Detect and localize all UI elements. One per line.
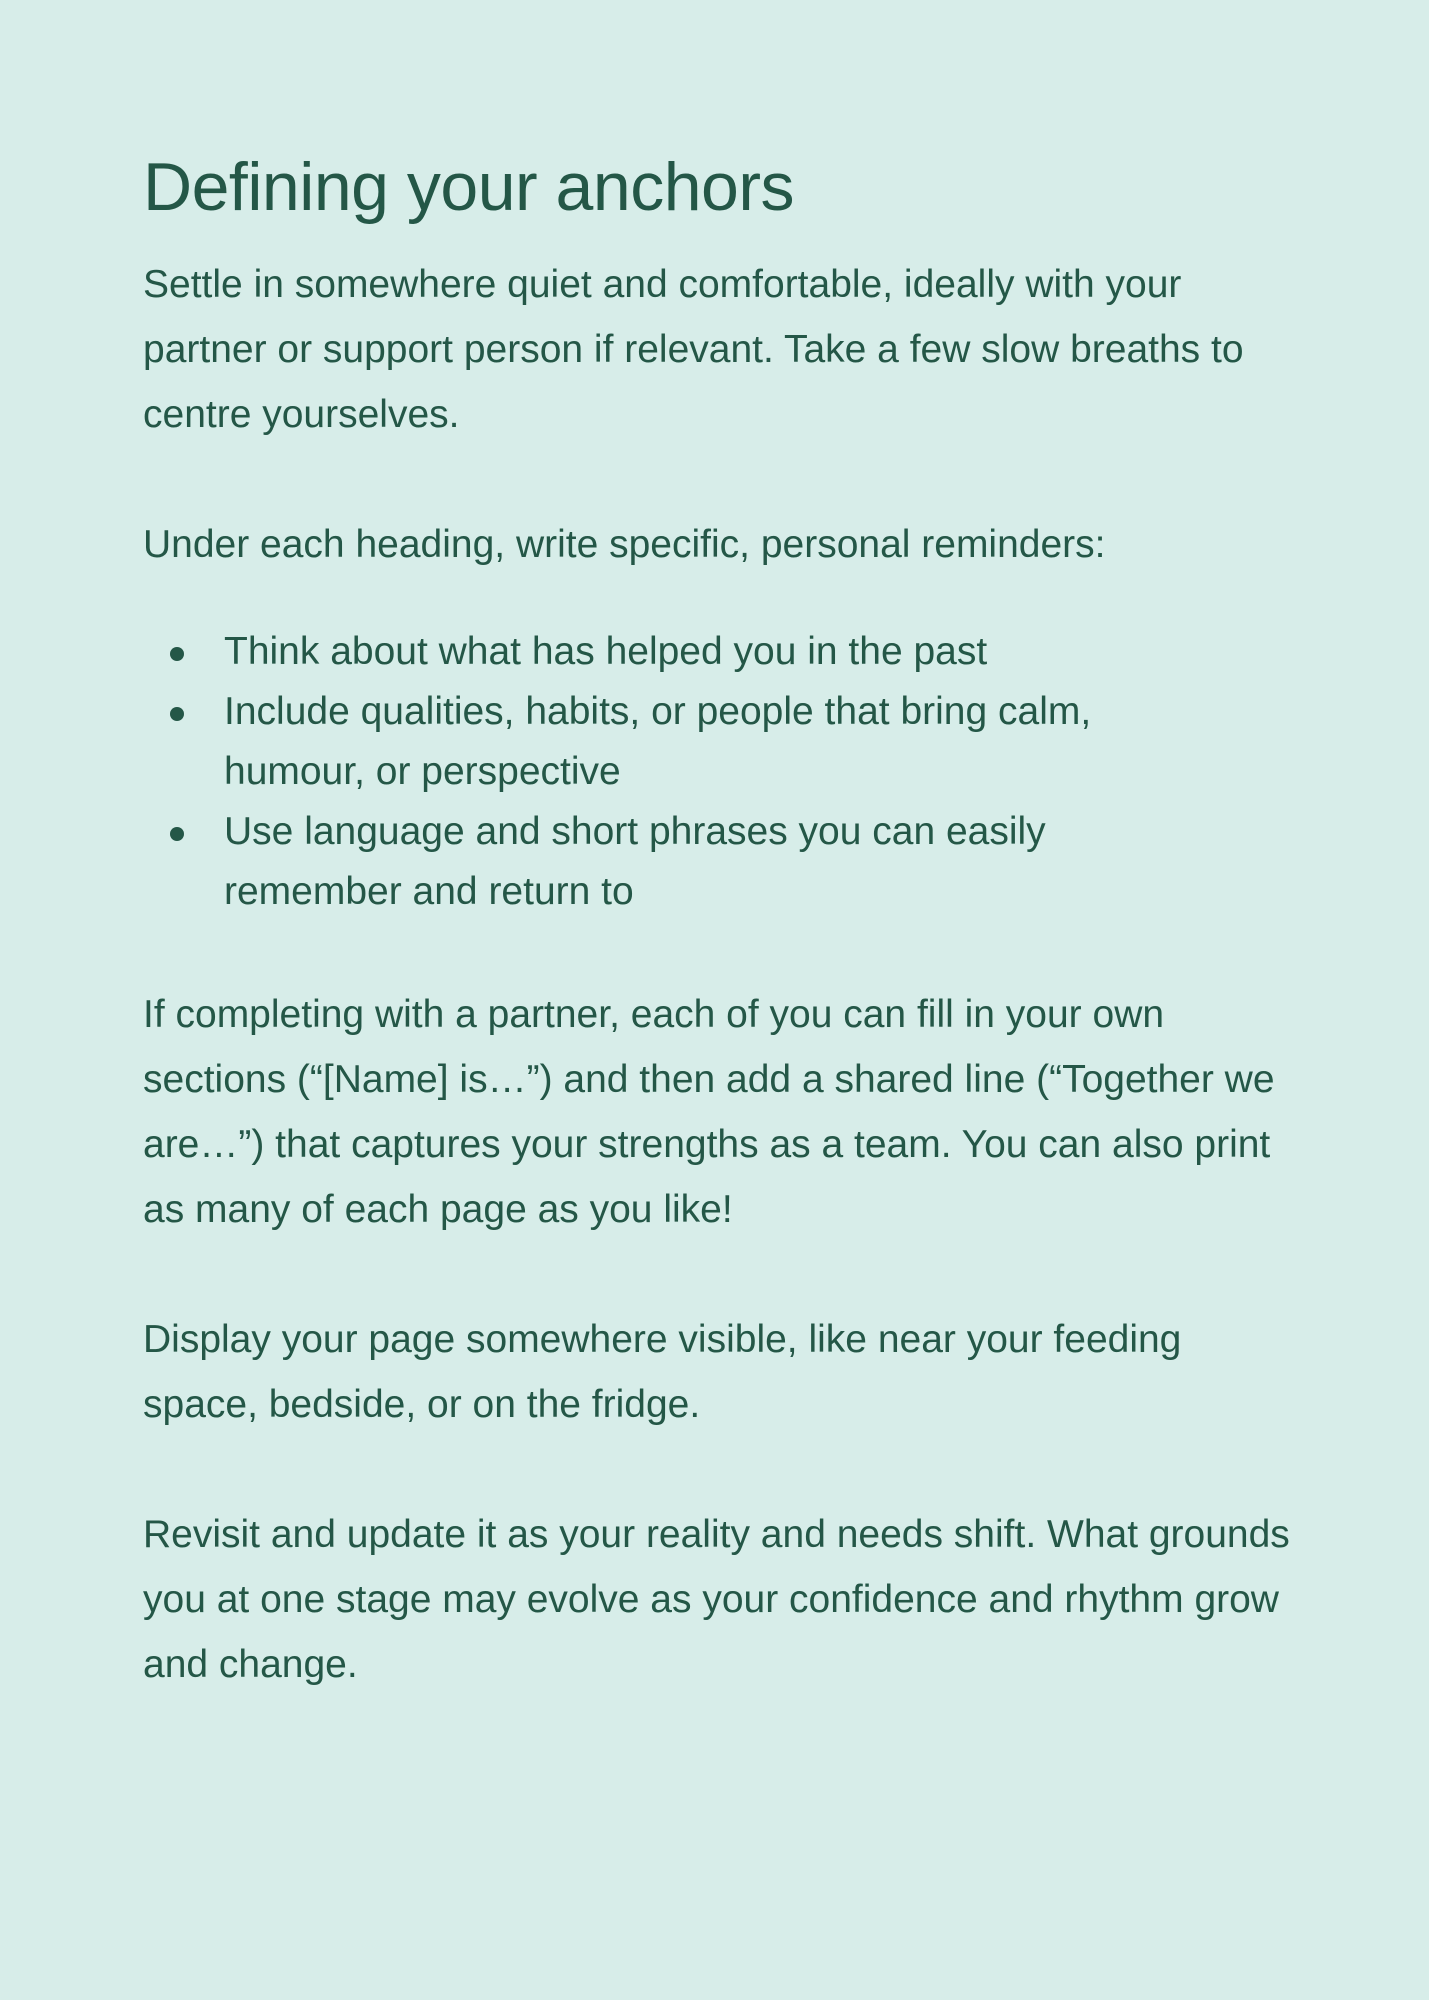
list-item xyxy=(143,622,1224,682)
list-item-text: Use language and short phrases you can easily remember and return to xyxy=(224,810,1046,913)
bullet-icon xyxy=(170,647,184,661)
bullet-icon xyxy=(170,707,184,721)
instructions-lead-paragraph: Under each heading, write specific, personal reminders: xyxy=(143,523,1106,566)
intro-paragraph: Settle in somewhere quiet and comfortable, ideally with your partner or support person if relevant. Take a few slow breaths to centre yourselves. xyxy=(143,263,1244,436)
reminder-tips-list xyxy=(143,622,1286,922)
list-item-text: Include qualities, habits, or people that bring calm, humour, or perspective xyxy=(224,690,1092,793)
bullet-icon xyxy=(170,827,184,841)
partner-paragraph: If completing with a partner, each of you can fill in your own sections (“[Name] is…”) and then add a shared line (“Together we are…”) that captures your strengths as a team. You can also print as many of each page as you like! xyxy=(143,993,1275,1231)
list-item xyxy=(143,682,1224,802)
revisit-paragraph: Revisit and update it as your reality and needs shift. What grounds you at one stage may evolve as your confidence and rhythm grow and change. xyxy=(143,1513,1290,1686)
list-item xyxy=(143,802,1224,922)
page-title: Defining your anchors xyxy=(143,149,794,225)
list-item-text: Think about what has helped you in the past xyxy=(224,630,988,673)
display-paragraph: Display your page somewhere visible, like near your feeding space, bedside, or on the fridge. xyxy=(143,1318,1182,1426)
